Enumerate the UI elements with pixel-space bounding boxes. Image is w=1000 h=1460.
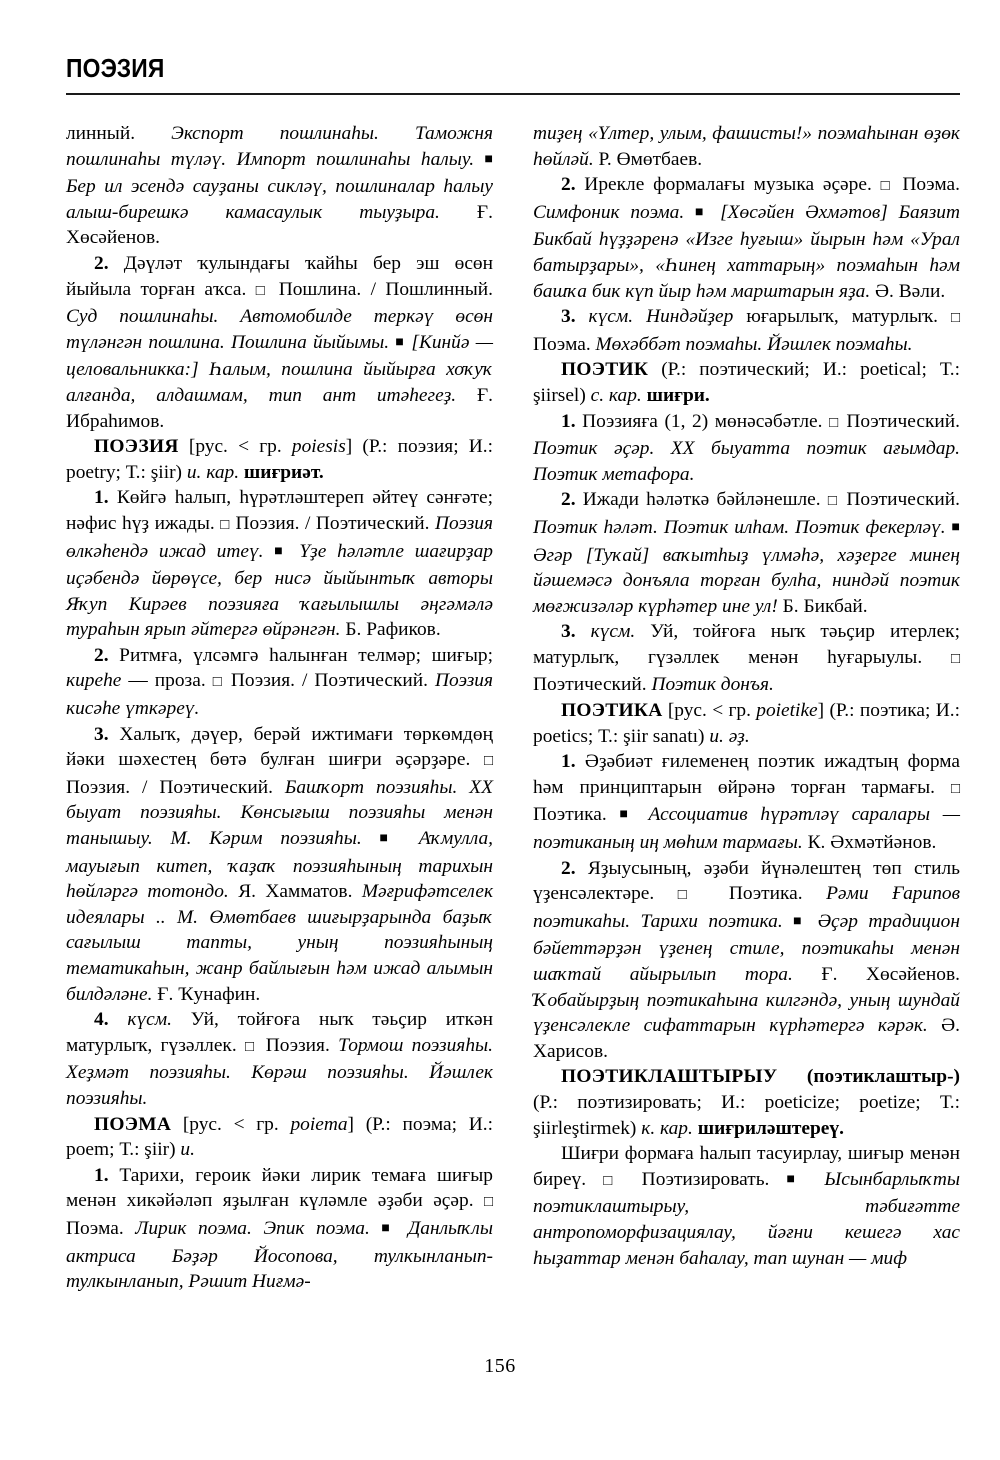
body-text xyxy=(474,149,484,170)
body-text: Поэтизировать. xyxy=(624,1168,787,1190)
example-italic: Башҡорт поэзияһы. XX быуат поэзияһы. Көнсығыш поэзияһы менән танышыу. М. Кәрим поэзияһы. xyxy=(66,776,493,850)
body-text: Поэтический. xyxy=(839,489,961,511)
entry-paragraph xyxy=(533,856,960,1065)
headword: ПОЭМА xyxy=(94,1113,172,1135)
body-text: Поэтический. xyxy=(839,410,960,432)
open-square-icon xyxy=(213,670,224,691)
example-italic: Лирик поэма. Эпик поэма. xyxy=(135,1217,370,1239)
sense-number: 3. xyxy=(561,621,576,643)
open-square-icon xyxy=(951,647,960,668)
example-italic: Мөхәббәт поэмаһы. Йәшлек поэмаһы. xyxy=(595,333,913,355)
open-square-icon xyxy=(828,489,839,510)
body-text: Ә. Вәли. xyxy=(870,280,946,302)
example-italic: Аҡмулла, мауығып китеп, ҡаҙаҡ поэзияһының тарихын һөйләргә тотондо. xyxy=(66,828,493,903)
body-text: [рус. < гр. xyxy=(662,700,757,722)
body-text: Шиғри формаға һалып тасуирлау, шиғыр менән биреү. xyxy=(533,1143,960,1190)
body-text: [рус. < гр. xyxy=(171,1113,291,1135)
filled-square-icon xyxy=(381,1218,396,1239)
body-text xyxy=(946,517,952,538)
entry-paragraph xyxy=(66,251,493,434)
body-text: линный. xyxy=(66,123,172,144)
body-text: Поэма. xyxy=(533,333,596,355)
example-italic: Ҡобайырҙың поэтикаһына килгәндә, уның шундай үҙенсәлекле сифаттарын күрһәтергә кәрәк. xyxy=(533,989,960,1037)
sense-number: 2. xyxy=(94,252,109,274)
example-italic: Поэтик һәләт. Поэтик илһам. Поэтик фекерләү. xyxy=(533,516,946,538)
body-text: Көйгә һалып, һүрәтләштереп әйтеү сәнғәте; нәфис һүҙ ижады. xyxy=(66,487,493,534)
body-text: Тарихи, героик йәки лирик темаға шиғыр менән хикәйәләп яҙылған күләмле әҙәби әҫәр. xyxy=(66,1164,493,1212)
example-italic: Симфоник поэма. xyxy=(533,201,685,223)
example-italic: Үҙе һәләтле шағирҙар иҫәбендә йөрөүсе, бер нисә йыйынтыҡ авторы Яҡуп Кирәев поэзияға ҡағылышлы әңгәмәлә тураһын ярып әйтергә өйрәнгән. xyxy=(66,540,493,641)
body-text: Поэтика. xyxy=(705,883,827,905)
entry-paragraph xyxy=(533,409,960,488)
sense-number: 1. xyxy=(94,487,109,509)
example-italic: Ассоциатив һүрәтләү саралары — поэтиканың иң мөһим тармағы. xyxy=(533,804,960,854)
left-column xyxy=(66,121,493,1295)
body-text: Ғ. Ибраһимов. xyxy=(66,384,493,432)
filled-square-icon xyxy=(395,332,405,353)
body-text xyxy=(370,1218,382,1239)
body-text: Поэтический. xyxy=(533,674,652,696)
body-text: Пошлина. / Пошлинный. xyxy=(269,278,494,300)
open-square-icon xyxy=(484,749,493,770)
body-text xyxy=(109,1009,128,1030)
body-text xyxy=(777,1066,806,1087)
body-text: Ритмға, үлсәмгә һалынған телмәр; шиғыр; xyxy=(108,644,493,666)
example-italic: Бер ил эсендә сауҙаны сикләү, пошлиналар һалыу алыш-бирешкә камасаулык тыуҙыра. xyxy=(66,176,493,223)
two-column-body xyxy=(66,121,960,1295)
sense-number: 2. xyxy=(94,644,109,666)
sense-number: 1. xyxy=(561,751,576,773)
example-italic: Экспорт пошлинаһы. Таможня пошлинаһы түләү. Импорт пошлинаһы һалыу. xyxy=(66,123,493,170)
body-text: Я. Хамматов. xyxy=(228,881,362,903)
filled-square-icon xyxy=(274,541,288,562)
example-italic: [Кинйә — целовальникка:] Һалым, пошлина йыйырға хоҡуҡ алғанда, алдашмам, тип ант итәһегеҙ. xyxy=(66,331,493,406)
example-italic: и. xyxy=(180,1139,195,1161)
example-italic: с. кар. xyxy=(590,384,642,406)
body-text: Поэзияға (1, 2) мөнәсәбәтле. xyxy=(575,410,830,432)
example-italic: Тормош поэзияһы. Хеҙмәт поэзияһы. Көрәш поэзияһы. Йәшлек поэзияһы. xyxy=(66,1034,494,1109)
sense-number: 1. xyxy=(94,1164,109,1186)
filled-square-icon xyxy=(695,202,709,223)
filled-square-icon xyxy=(619,804,635,825)
sense-number: (поэтиклаштыр-) xyxy=(806,1066,960,1088)
body-text: (Р.: поэтический; И.: poetical; Т.: şiirsel) xyxy=(533,359,960,406)
body-text xyxy=(576,621,591,642)
body-text: Поэма. xyxy=(66,1217,136,1239)
sense-number: 3. xyxy=(561,306,576,328)
example-italic: күсм. Ниндәйҙер xyxy=(588,306,734,328)
example-italic: Поэтик донъя. xyxy=(651,674,774,696)
body-text: Уй, тойғоға ныҡ тәьҫир итерлек; матурлыҡ, гүзәллек менән һуғарыулы. xyxy=(533,621,960,668)
entry-paragraph xyxy=(66,121,493,251)
body-text: Халыҡ, дәүер, берәй ижтимағи төркөмдөң йәки шәхестең бөтә булған шиғри әҫәрҙәре. xyxy=(66,723,493,771)
example-italic: Әҫәр традицион бәйеттәрҙән үҙенең стиле, поэтикаһы менән шаҡтай айырылып тора. xyxy=(533,910,960,985)
example-italic: Мәғрифәтселек идеялары .. М. Өмөтбаев шиғырҙарында баҙыҡ сағылыш тапты, уның поэзияһының тематикаһын, жанр байлығын һәм ижад алымын билдәләне. xyxy=(66,881,494,1005)
open-square-icon xyxy=(951,777,960,798)
example-italic: Поэзия өлкәһендә ижад итеү. xyxy=(66,512,493,562)
entry-paragraph xyxy=(533,1141,960,1271)
body-text: ] (Р.: поэтика; И.: poetics; Т.: şiir sanatı) xyxy=(533,700,960,747)
example-italic: тиҙең «Үлтер, улым, фашисты!» поэмаһынан өҙөк һөйләй. xyxy=(533,123,960,170)
filled-square-icon xyxy=(380,828,401,849)
entry-paragraph xyxy=(66,485,493,643)
sense-number: 1. xyxy=(561,410,576,432)
example-italic: Суд пошлинаһы. Автомобилде теркәү өсөн түләнгән пошлина. Пошлина йыйымы. xyxy=(66,306,493,353)
filled-square-icon xyxy=(793,911,807,932)
body-text: Б. Рафиков. xyxy=(340,619,441,641)
headword: ПОЭТИКА xyxy=(561,700,663,722)
body-text: Поэтика. xyxy=(533,804,620,826)
sense-number: 2. xyxy=(561,174,576,196)
body-text: Ғ. Хөсәйенов. xyxy=(66,201,493,249)
body-text: юғарылыҡ, матурлыҡ. xyxy=(733,306,951,328)
entry-paragraph xyxy=(66,722,493,1008)
sense-number: шиғриләштереү. xyxy=(697,1117,844,1139)
entry-paragraph xyxy=(533,749,960,855)
open-square-icon xyxy=(678,883,706,904)
filled-square-icon xyxy=(787,1169,808,1190)
body-text xyxy=(362,828,380,849)
open-square-icon xyxy=(603,1169,624,1190)
body-text: Поэма. xyxy=(893,174,961,196)
body-text: (Р.: поэтизировать; И.: poeticize; poetize; Т.: şiirleştirmek) xyxy=(533,1091,960,1139)
example-italic: Рәми Ғарипов поэтикаһы. Тарихи поэтика. xyxy=(533,883,961,932)
open-square-icon xyxy=(245,1035,258,1056)
body-text: Ирекле формалағы музыка әҫәре. xyxy=(575,174,881,196)
entry-paragraph xyxy=(533,357,960,408)
entry-paragraph xyxy=(533,304,960,357)
example-italic: киреһе xyxy=(66,670,122,692)
body-text: Ғ. Ҡунафин. xyxy=(152,983,261,1005)
open-square-icon xyxy=(484,1190,493,1211)
example-italic: күсм. xyxy=(127,1009,172,1031)
body-text: ] (Р.: поэзия; И.: poetry; Т.: şiir) xyxy=(66,436,493,483)
body-text: [рус. < гр. xyxy=(178,436,292,458)
entry-paragraph xyxy=(66,643,493,722)
body-text: Дәүләт ҡулындағы ҡайһы бер эш өсөн йыйыла торған аҡса. xyxy=(66,252,493,300)
filled-square-icon xyxy=(952,517,960,538)
sense-number: шиғри. xyxy=(646,384,710,406)
example-italic: и. кар. xyxy=(186,461,240,483)
headword: ПОЭТИКЛАШТЫРЫУ xyxy=(561,1066,778,1088)
body-text: К. Әхмәтйәнов. xyxy=(802,832,937,854)
entry-paragraph xyxy=(533,698,960,749)
entry-paragraph xyxy=(66,434,493,485)
body-text: Яҙыусының, әҙәби йүнәлештең төп стиль үҙенсәлектәре. xyxy=(533,857,960,905)
open-square-icon xyxy=(256,279,270,300)
example-italic: к. кар. xyxy=(641,1117,693,1139)
open-square-icon xyxy=(951,306,960,327)
open-square-icon xyxy=(881,174,894,195)
running-head: ПОЭЗИЯ xyxy=(66,53,165,83)
entry-paragraph xyxy=(533,487,960,619)
sense-number: шиғриәт. xyxy=(243,461,324,483)
example-italic: Поэзия кисәһе үткәреү. xyxy=(66,670,494,720)
example-italic: Ысынбарлыҡты поэтиклаштырыу, тәбиғәтте антропоморфизациялау, йәғни кешегә хас һыҙаттар менән баһалау, тап шунан — миф xyxy=(533,1168,960,1269)
right-column xyxy=(533,121,960,1295)
example-italic: Поэтик әҫәр. XX быуатта поэтик ағымдар. Поэтик метафора. xyxy=(533,438,960,485)
open-square-icon xyxy=(220,513,230,534)
example-italic: күсм. xyxy=(590,621,636,643)
sense-number: 4. xyxy=(94,1009,109,1031)
headword: ПОЭТИК xyxy=(561,359,649,381)
entry-paragraph xyxy=(533,619,960,698)
example-italic: [Хөсәйен Әхмәтов] Баязит Бикбай һүҙҙәренә «Изге һуғыш» йырын һәм «Урал батырҙары», «Һинең хаттарың» поэмаһын һәм башҡа бик күп йыр һәм марштарын яҙа. xyxy=(533,201,960,302)
body-text: Ижади һәләткә бәйләнешле. xyxy=(575,489,828,511)
headword: ПОЭЗИЯ xyxy=(94,436,179,458)
body-text xyxy=(576,306,589,327)
entry-paragraph xyxy=(66,1163,493,1295)
header-rule xyxy=(66,93,960,95)
body-text xyxy=(264,541,275,562)
sense-number: 2. xyxy=(561,489,576,511)
body-text: ] (Р.: поэма; И.: poem; Т.: şiir) xyxy=(66,1113,493,1161)
example-italic: Әгәр [Туҡай] ваҡытһыҙ үлмәһә, хәҙерге минең йәшемәсә донъяла торған булһа, ниндәй поэтик мөғжизәләр күрһәтер ине ул! xyxy=(533,544,960,617)
body-text: Поэзия. / Поэтический. xyxy=(229,512,435,534)
example-italic: Данлыҡлы актриса Бәҙәр Йосопова, тулкынланып-тулкынланып, Рәшит Ниғмә- xyxy=(66,1217,493,1293)
example-italic: poiema xyxy=(290,1113,348,1135)
body-text: Б. Бикбай. xyxy=(777,595,868,617)
body-text xyxy=(684,202,695,223)
body-text: Ғ. Хөсәйенов. xyxy=(792,964,960,985)
entry-paragraph xyxy=(533,1064,960,1141)
page-number: 156 xyxy=(484,1355,516,1377)
example-italic: и. әҙ. xyxy=(709,725,750,747)
body-text: Поэзия. / Поэтический. xyxy=(223,670,435,692)
entry-paragraph xyxy=(533,172,960,304)
sense-number: 2. xyxy=(561,857,576,879)
example-italic: poiesis xyxy=(291,436,346,458)
filled-square-icon xyxy=(485,149,493,170)
entry-paragraph xyxy=(533,121,960,172)
body-text: Әҙәбиәт ғилеменең поэтик ижадтың форма һәм принциптарын өйрәнә торған тармағы. xyxy=(533,751,960,798)
example-italic: poietike xyxy=(756,700,818,722)
entry-paragraph xyxy=(66,1112,493,1163)
body-text: Ә. Харисов. xyxy=(533,1015,961,1062)
body-text: Уй, тойғоға ныҡ тәьҫир иткән матурлыҡ, гүзәллек. xyxy=(66,1009,493,1056)
body-text: Поэзия. xyxy=(257,1034,339,1056)
body-text: Поэзия. / Поэтический. xyxy=(66,776,285,798)
open-square-icon xyxy=(829,411,840,432)
body-text xyxy=(783,911,793,932)
body-text: — проза. xyxy=(121,670,213,692)
body-text: Р. Өмөтбаев. xyxy=(593,148,703,170)
sense-number: 3. xyxy=(94,723,109,745)
entry-paragraph xyxy=(66,1007,493,1111)
